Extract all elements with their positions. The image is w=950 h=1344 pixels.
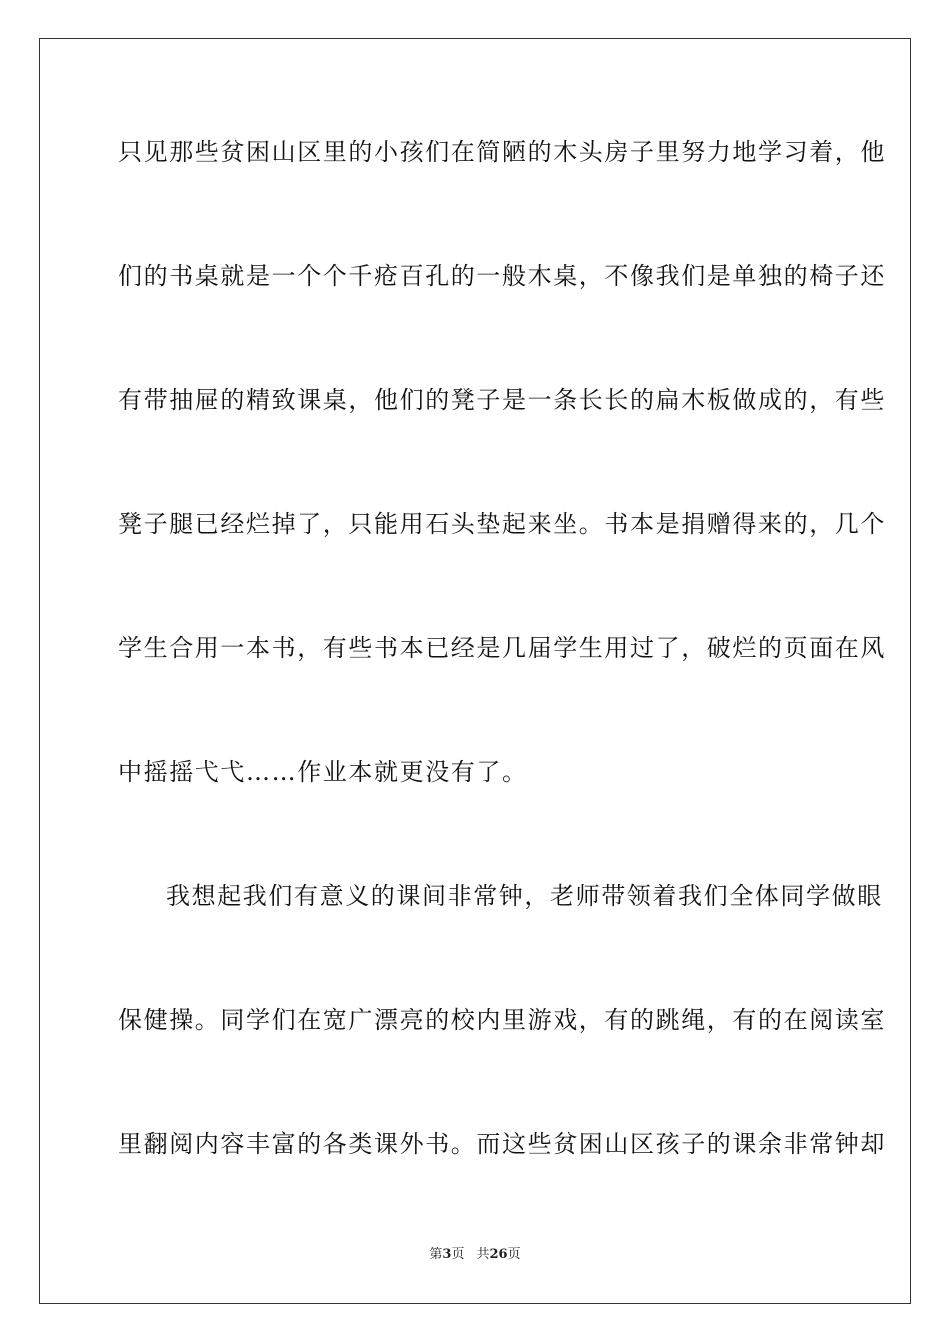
total-suffix: 页 (507, 1247, 521, 1262)
page-number: 3 (442, 1247, 452, 1262)
body-text-line-4: 凳子腿已经烂掉了，只能用石头垫起来坐。书本是捐赠得来的，几个 (118, 510, 886, 538)
total-pages: 26 (489, 1247, 508, 1262)
body-text-line-3: 有带抽屉的精致课桌，他们的凳子是一条长长的扁木板做成的，有些 (118, 386, 886, 414)
body-text-line-7: 我想起我们有意义的课间非常钟，老师带领着我们全体同学做眼 (166, 882, 883, 910)
page-footer (0, 1246, 950, 1264)
body-text-line-2: 们的书桌就是一个个千疮百孔的一般木桌，不像我们是单独的椅子还 (118, 262, 886, 290)
body-text-line-1: 只见那些贫困山区里的小孩们在简陋的木头房子里努力地学习着，他 (118, 138, 886, 166)
page-frame (39, 38, 911, 1304)
body-text-line-6: 中摇摇弋弋……作业本就更没有了。 (118, 758, 528, 786)
total-prefix: 共 (476, 1247, 490, 1262)
page-suffix: 页 (451, 1247, 465, 1262)
body-text-line-5: 学生合用一本书，有些书本已经是几届学生用过了，破烂的页面在风 (118, 634, 886, 662)
body-text-line-9: 里翻阅内容丰富的各类课外书。而这些贫困山区孩子的课余非常钟却 (118, 1130, 886, 1158)
body-text-line-8: 保健操。同学们在宽广漂亮的校内里游戏，有的跳绳，有的在阅读室 (118, 1006, 886, 1034)
page-prefix: 第 (429, 1247, 443, 1262)
